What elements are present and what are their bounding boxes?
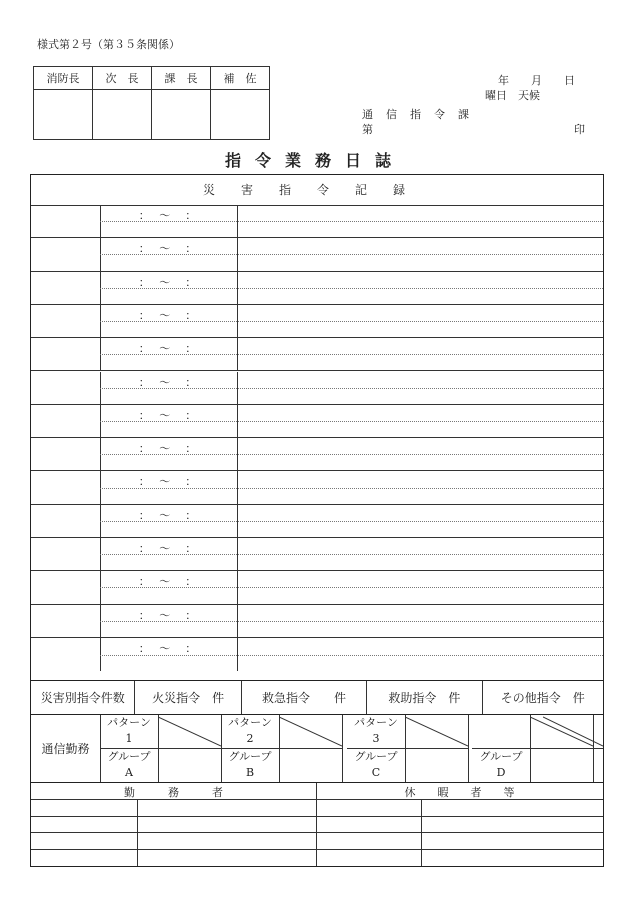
time-range-label: ： ～ ： <box>138 575 199 589</box>
pattern-label: パターン <box>228 716 272 729</box>
on-duty-header: 勤 務 者 <box>124 786 223 799</box>
group-id: A <box>125 766 133 779</box>
dotted-divider <box>100 521 603 522</box>
group-entry-cell[interactable] <box>158 748 222 782</box>
time-range-label: ： ～ ： <box>138 608 199 622</box>
form-number-label: 様式第２号（第３５条関係） <box>37 38 180 51</box>
record-row[interactable] <box>31 438 603 471</box>
record-row[interactable] <box>31 238 603 271</box>
pattern-slash-cell[interactable] <box>158 715 222 748</box>
time-range-label: ： ～ ： <box>138 342 199 356</box>
stamp-header-deputy: 次 長 <box>93 67 152 90</box>
divider <box>31 832 603 833</box>
pattern-cell <box>347 715 406 748</box>
duty-group <box>221 715 342 782</box>
diagonal-slash-icon <box>158 715 221 748</box>
record-row[interactable] <box>31 372 603 405</box>
record-unit-cell[interactable] <box>31 338 101 370</box>
dotted-divider <box>100 221 603 222</box>
record-unit-cell[interactable] <box>31 372 101 404</box>
pattern-label: パターン <box>107 716 151 729</box>
dotted-divider <box>100 655 603 656</box>
record-row[interactable] <box>31 605 603 638</box>
page-title: 指令業務日誌 <box>224 151 405 170</box>
group-label: グループ <box>107 750 151 763</box>
dotted-divider <box>100 421 603 422</box>
record-table-title: 災害指令記録 <box>31 175 603 206</box>
record-row[interactable] <box>31 638 603 671</box>
record-unit-cell[interactable] <box>31 571 101 603</box>
group-label: グループ <box>228 750 272 763</box>
other-count-field[interactable]: その他指令 件 <box>500 691 585 705</box>
group-cell <box>221 748 280 782</box>
pattern-cell <box>221 715 280 748</box>
record-unit-cell[interactable] <box>31 238 101 270</box>
extra-entry-cell[interactable] <box>543 748 603 782</box>
time-range-label: ： ～ ： <box>138 508 199 522</box>
group-cell <box>347 748 406 782</box>
time-range-label: ： ～ ： <box>138 275 199 289</box>
dotted-divider <box>100 354 603 355</box>
time-range-label: ： ～ ： <box>138 641 199 655</box>
record-row[interactable] <box>31 338 603 371</box>
off-duty-header: 休 暇 者 等 <box>404 786 515 799</box>
group-id: B <box>245 766 255 779</box>
dotted-divider <box>100 488 603 489</box>
record-unit-cell[interactable] <box>31 471 101 503</box>
pattern-slash-cell[interactable] <box>279 715 343 748</box>
pattern-number: 1 <box>125 732 133 745</box>
rescue-count-field[interactable]: 救助指令 件 <box>367 681 482 714</box>
time-range-label: ： ～ ： <box>138 375 199 389</box>
record-unit-cell[interactable] <box>31 305 101 337</box>
stamp-header-section-chief: 課 長 <box>152 67 211 90</box>
time-range-label: ： ～ ： <box>138 542 199 555</box>
duty-group <box>347 715 468 782</box>
stamp-header-assistant: 補 佐 <box>211 67 270 90</box>
stamp-header-chief: 消防長 <box>34 67 93 90</box>
record-unit-cell[interactable] <box>31 405 101 437</box>
dotted-divider <box>100 621 603 622</box>
group-entry-cell[interactable] <box>405 748 469 782</box>
record-unit-cell[interactable] <box>31 638 101 671</box>
record-unit-cell[interactable] <box>31 438 101 470</box>
department-label: 通 信 指 令 課 <box>362 108 470 121</box>
weekday-weather-field: 曜日 天候 <box>485 89 540 102</box>
extra-slash-cell[interactable] <box>543 715 603 748</box>
communication-duty-section <box>30 715 604 783</box>
dotted-divider <box>100 554 603 555</box>
time-range-label: ： ～ ： <box>138 442 199 456</box>
group-entry-cell[interactable] <box>279 748 343 782</box>
pattern-number: 2 <box>246 732 254 745</box>
dotted-divider <box>100 454 603 455</box>
pattern-slash-cell[interactable] <box>405 715 469 748</box>
dotted-divider <box>100 288 603 289</box>
date-field: 年 月 日 <box>498 74 575 87</box>
stamp-box[interactable] <box>152 90 211 140</box>
divider <box>31 849 603 850</box>
record-unit-cell[interactable] <box>31 205 101 237</box>
pattern-cell <box>472 715 531 748</box>
pattern-number: 3 <box>372 732 380 745</box>
time-range-label: ： ～ ： <box>138 242 199 256</box>
time-range-label: ： ～ ： <box>138 308 199 322</box>
record-row[interactable] <box>31 538 603 571</box>
record-unit-cell[interactable] <box>31 538 101 570</box>
dotted-divider <box>100 254 603 255</box>
disaster-record-table <box>30 174 604 681</box>
diagonal-slash-icon <box>279 715 342 748</box>
record-row[interactable] <box>31 205 603 238</box>
ambulance-count-field[interactable]: 救急指令 件 <box>242 681 367 714</box>
group-id: D <box>496 766 506 779</box>
seal-label: 印 <box>574 123 585 136</box>
time-range-label: ： ～ ： <box>138 209 199 222</box>
group-label: グループ <box>354 750 398 763</box>
staff-table <box>30 783 604 867</box>
record-unit-cell[interactable] <box>31 272 101 304</box>
stamp-box[interactable] <box>211 90 270 140</box>
record-row[interactable] <box>31 505 603 538</box>
record-unit-cell[interactable] <box>31 505 101 537</box>
group-id: C <box>371 766 381 779</box>
time-range-label: ： ～ ： <box>138 408 199 422</box>
dispatch-count-row <box>30 681 604 715</box>
diagonal-slash-icon <box>405 715 468 748</box>
record-row[interactable] <box>31 471 603 504</box>
stamp-box[interactable] <box>93 90 152 140</box>
divider <box>316 783 317 866</box>
counts-label: 災害別指令件数 <box>31 681 135 714</box>
approval-stamp-table <box>33 66 270 140</box>
fire-count-field[interactable]: 火災指令 件 <box>135 681 241 714</box>
divider <box>31 816 603 817</box>
stamp-box[interactable] <box>34 90 93 140</box>
record-row[interactable] <box>31 405 603 438</box>
record-row[interactable] <box>31 571 603 604</box>
pattern-cell <box>100 715 159 748</box>
record-unit-cell[interactable] <box>31 605 101 637</box>
group-cell <box>100 748 159 782</box>
dotted-divider <box>100 587 603 588</box>
duty-group <box>100 715 221 782</box>
record-row[interactable] <box>31 305 603 338</box>
group-label: グループ <box>479 750 523 763</box>
group-cell <box>472 748 531 782</box>
staff-header <box>31 783 603 800</box>
shift-label: 第 <box>362 123 373 136</box>
dotted-divider <box>100 388 603 389</box>
dotted-divider <box>100 321 603 322</box>
time-range-label: ： ～ ： <box>138 475 199 489</box>
diagonal-slash-icon <box>543 715 603 748</box>
duty-label: 通信勤務 <box>31 715 101 782</box>
record-row[interactable] <box>31 272 603 305</box>
pattern-label: パターン <box>354 716 398 729</box>
